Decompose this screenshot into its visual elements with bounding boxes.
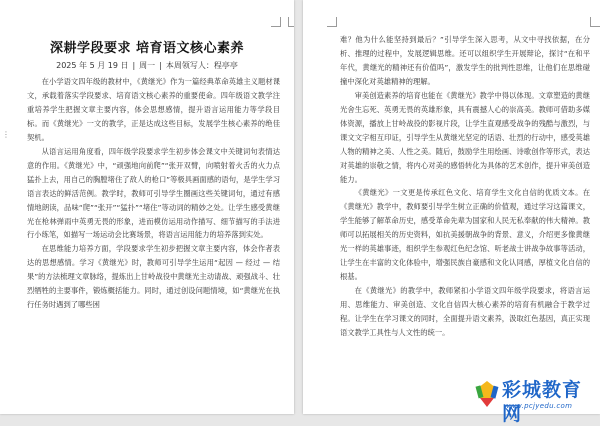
page-corner-mark: [590, 17, 600, 27]
document-page-left: [0, 0, 294, 414]
document-page-right: [303, 0, 600, 414]
watermark-brand: 彩城教育网: [502, 379, 583, 425]
paragraph: 从语言运用角度看，四年级学段要求学生初步体会课文中关键词句表情达意的作用。《黄继光》中，“顽强地向前爬”“张开双臂，向喷射着火舌的火力点猛扑上去，用自己的胸膛堵住了敌人的枪口”等极具画面感的语句，是学生学习语言表达的鲜活范例。教学时，教师可引导学生圈画这些关键词句，通过有感情地朗读，品味“爬”“张开”“猛扑”“堵住”等动词的精妙之处。让学生感受黄继光在枪林弹雨中英勇无畏的形象，进而模仿运用动作描写、细节描写的手法进行小练笔，如描写一场运动会比赛场景，将语言运用能力的培养落到实处。: [27, 146, 280, 240]
document-reader: 本周领写人：程亭亭: [165, 61, 238, 70]
document-body-right[interactable]: [340, 33, 590, 414]
page-corner-mark: [271, 17, 281, 27]
document-weekday: 周一: [139, 61, 156, 70]
document-title: 深耕学段要求 培育语文核心素养: [49, 41, 245, 56]
paragraph: 在思维能力培养方面，学段要求学生初步把握文章主要内容，体会作者表达的思想感情。学习《黄继光》时，教师可引导学生运用“起因 — 经过 — 结果”的方法梳理文章脉络，提炼出上甘岭战役中黄继光主动请战、顽强战斗、壮烈牺牲的主要事件，锻炼概括能力。同时，通过创设问题情境，如“黄继光在执行任务时遇到了哪些困: [27, 244, 280, 310]
paragraph: 审美创造素养的培育也能在《黄继光》教学中得以体现。文章塑造的黄继光舍生忘死、英勇无畏的英雄形象，具有震撼人心的崇高美。教师可借助多媒体资源，播放上甘岭战役的影视片段，让学生直观感受战争的残酷与激烈，与课文文字相互印证，引导学生从黄继光坚定的话语、壮烈的行动中，感受英雄人物的精神之美、人性之美。随后，鼓励学生用绘画、诗歌创作等形式，表达对英雄的崇敬之情，将内心对美的感悟转化为具体的艺术创作，提升审美创造能力。: [340, 90, 590, 184]
document-meta: 2025 年 5 月 19 日 | 周一 | 本周领写人：程亭亭: [56, 61, 238, 70]
paragraph: 难？他为什么能坚持到最后？”引导学生深入思考，从文中寻找依据，在分析、推理的过程中，发展逻辑思维。还可以组织学生开展辩论，探讨“在和平年代，黄继光的精神还有价值吗”，激发学生的批判性思维，让他们在思维碰撞中深化对英雄精神的理解。: [340, 35, 590, 86]
document-body-left[interactable]: [27, 75, 280, 414]
paragraph: 《黄继光》一文更是传承红色文化、培育学生文化自信的优质文本。在《黄继光》教学中，教师要引导学生树立正确的价值观，通过学习这篇课文，学生能够了解革命历史，感受革命先辈为国家和人民无私奉献的伟大精神。教师可以拓展相关的历史资料，如抗美援朝战争的背景、意义，介绍更多像黄继光一样的英雄事迹，组织学生参观红色纪念馆、听老战士讲战争故事等活动，让学生在丰富的文化体验中，增强民族自豪感和文化认同感，厚植文化自信的根基。: [340, 188, 590, 282]
page-corner-mark: [327, 17, 337, 27]
pencil-logo-icon: [474, 380, 500, 408]
document-date: 2025 年 5 月 19 日: [56, 61, 129, 70]
watermark-url: www.pcjyedu.com: [504, 402, 573, 410]
drag-handle-icon[interactable]: ⋮: [2, 130, 10, 139]
page-corner-mark: [288, 17, 294, 27]
site-watermark: [466, 376, 600, 425]
paragraph: 在小学语文四年级的教材中，《黄继光》作为一篇经典革命英雄主义题材课文，承载着落实学段要求、培育语文核心素养的重要使命。四年级语文教学注重培养学生把握文章主要内容，体会思想感情，提升语言运用能力等学段目标。而《黄继光》一文的教学，正是达成这些目标，发展学生核心素养的绝佳契机。: [27, 77, 280, 142]
paragraph: 在《黄继光》的教学中，教师紧扣小学语文四年级学段要求，将语言运用、思维能力、审美创造、文化自信四大核心素养的培育有机融合于教学过程。让学生在学习课文的同时，全面提升语文素养，汲取红色基因，真正实现语文教学工具性与人文性的统一。: [340, 286, 590, 338]
